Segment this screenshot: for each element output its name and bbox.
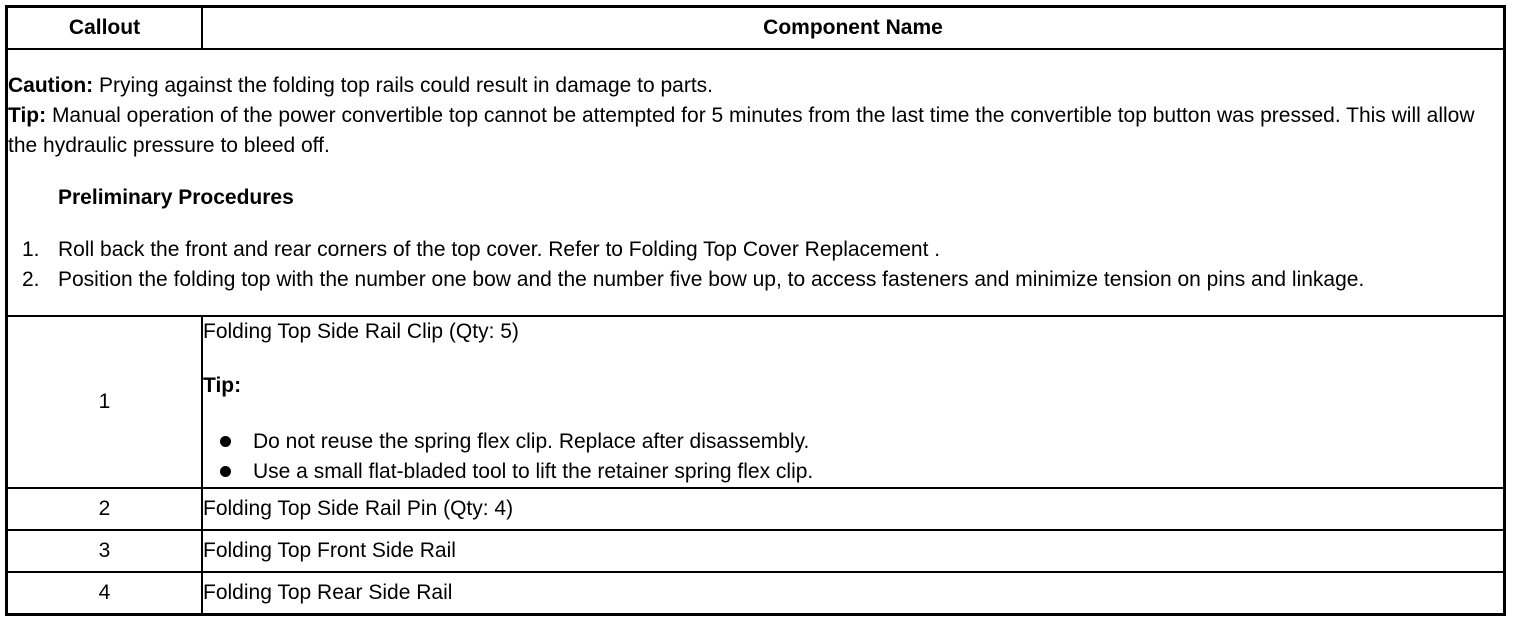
callout-cell: 3 <box>7 530 203 572</box>
tip-bullet-list <box>203 427 1503 487</box>
component-name: Folding Top Side Rail Pin (Qty: 4) <box>202 488 1505 530</box>
caution-note <box>8 71 1503 101</box>
step-text: Position the folding top with the number one bow and the number five bow up, to access fasteners and minimize tension on pins and linkage. <box>58 267 1365 291</box>
callout-column-header: Callout <box>7 7 203 50</box>
bullet-icon <box>220 436 231 447</box>
step-number: 2. <box>22 267 40 291</box>
preliminary-procedures-heading: Preliminary Procedures <box>58 185 294 209</box>
callout-cell: 2 <box>7 488 203 530</box>
step-number: 1. <box>22 237 40 261</box>
caution-label: Caution: <box>8 73 94 97</box>
procedure-step <box>8 265 1503 295</box>
caution-text: Prying against the folding top rails could result in damage to parts. <box>93 73 714 97</box>
table-row <box>7 572 1505 615</box>
table-header-row <box>7 7 1505 50</box>
table-row <box>7 316 1505 488</box>
intro-cell <box>7 49 1505 316</box>
callout-cell: 1 <box>7 316 203 488</box>
bullet-icon <box>220 466 231 477</box>
tip-label: Tip: <box>8 103 47 127</box>
bullet-text: Do not reuse the spring flex clip. Replace after disassembly. <box>253 430 810 453</box>
component-name: Folding Top Side Rail Clip (Qty: 5) <box>203 320 519 343</box>
component-cell <box>202 316 1505 488</box>
list-item <box>203 457 1503 487</box>
row-tip-label: Tip: <box>203 374 242 397</box>
tip-text: Manual operation of the power convertible top cannot be attempted for 5 minutes from the last time the convertible top button was pressed. This will allow the hydraulic pressure to bleed off. <box>8 103 1475 157</box>
component-table <box>5 5 1506 616</box>
step-text: Roll back the front and rear corners of the top cover. Refer to Folding Top Cover Replacement . <box>58 237 941 261</box>
table-row <box>7 530 1505 572</box>
tip-note <box>8 101 1503 161</box>
table-row <box>7 488 1505 530</box>
procedure-steps-list <box>8 235 1503 295</box>
list-item <box>203 427 1503 457</box>
component-name: Folding Top Rear Side Rail <box>202 572 1505 615</box>
bullet-text: Use a small flat-bladed tool to lift the retainer spring flex clip. <box>253 460 814 483</box>
intro-row <box>7 49 1505 316</box>
procedure-step <box>8 235 1503 265</box>
component-name-column-header: Component Name <box>202 7 1505 50</box>
component-name: Folding Top Front Side Rail <box>202 530 1505 572</box>
callout-cell: 4 <box>7 572 203 615</box>
